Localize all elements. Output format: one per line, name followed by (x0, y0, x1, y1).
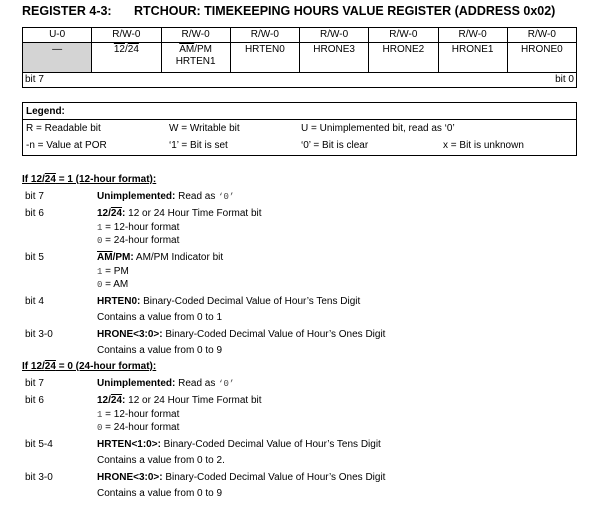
bit7-description: Unimplemented: Read as ‘0’ (97, 378, 235, 389)
legend-set: ‘1’ = Bit is set (169, 140, 228, 151)
access-cell: R/W-0 (300, 28, 369, 43)
bit-label: bit 6 (25, 208, 44, 219)
legend-writable: W = Writable bit (169, 123, 240, 134)
bit5-name-cell: $\overline{AM}/PM$ HRTEN1 (161, 43, 230, 73)
bit3-0-range: Contains a value from 0 to 9 (97, 345, 223, 356)
bit5-4-range: Contains a value from 0 to 2. (97, 455, 225, 466)
legend-heading: Legend: (26, 106, 65, 117)
bit2-name-cell: HRONE2 (369, 43, 438, 73)
bit3-0-description: HRONE<3:0>: Binary-Coded Decimal Value of Hour’s Ones Digit (97, 329, 386, 340)
bit0-label: bit 0 (555, 74, 574, 85)
bit4-range: Contains a value from 0 to 1 (97, 312, 223, 323)
bit1-name-cell: HRONE1 (438, 43, 507, 73)
legend-unimplemented: U = Unimplemented bit, read as ‘0’ (301, 123, 455, 134)
bit-label: bit 3-0 (25, 472, 53, 483)
bit6-description: 12/24: 12 or 24 Hour Time Format bit (97, 208, 262, 219)
bit-label: bit 4 (25, 296, 44, 307)
bit6-name-cell: 12/24 (92, 43, 161, 73)
bit-label: bit 7 (25, 378, 44, 389)
bit7-name-cell: — (23, 43, 92, 73)
access-cell: U-0 (23, 28, 92, 43)
bit-label: bit 3-0 (25, 329, 53, 340)
bit6-option-1: 1 = 12-hour format (97, 409, 180, 420)
legend-readable: R = Readable bit (26, 123, 101, 134)
bit-label: bit 6 (25, 395, 44, 406)
access-cell: R/W-0 (161, 28, 230, 43)
access-cell: R/W-0 (92, 28, 161, 43)
register-number: REGISTER 4-3: (22, 4, 112, 18)
register-bit-table (22, 27, 577, 88)
bit5-description: $\overline{AM}/PM$: AM/PM Indicator bit (97, 252, 224, 263)
bit-index-row (23, 73, 577, 88)
section-12-hour-heading: If 12/24 = 1 (12-hour format): (22, 174, 157, 185)
bit-label: bit 7 (25, 191, 44, 202)
access-cell: R/W-0 (507, 28, 576, 43)
legend-unknown: x = Bit is unknown (443, 140, 524, 151)
legend-divider (23, 119, 576, 120)
bit7-label: bit 7 (25, 74, 44, 85)
section-24-hour-heading: If 12/24 = 0 (24-hour format): (22, 361, 157, 372)
legend-por: -n = Value at POR (26, 140, 107, 151)
register-name: RTCHOUR: TIMEKEEPING HOURS VALUE REGISTER (ADDRESS 0x02) (134, 4, 556, 18)
bit5-option-0: 0 = AM (97, 279, 129, 290)
bit6-option-1: 1 = 12-hour format (97, 222, 180, 233)
bit6-description: 12/24: 12 or 24 Hour Time Format bit (97, 395, 262, 406)
bit3-0-range: Contains a value from 0 to 9 (97, 488, 223, 499)
bit4-description: HRTEN0: Binary-Coded Decimal Value of Hour’s Tens Digit (97, 296, 361, 307)
access-cell: R/W-0 (438, 28, 507, 43)
legend-box (22, 102, 577, 156)
bit6-option-0: 0 = 24-hour format (97, 422, 180, 433)
bit6-option-0: 0 = 24-hour format (97, 235, 180, 246)
access-cell: R/W-0 (230, 28, 299, 43)
bit5-4-description: HRTEN<1:0>: Binary-Coded Decimal Value of Hour’s Tens Digit (97, 439, 381, 450)
bit3-0-description: HRONE<3:0>: Binary-Coded Decimal Value of Hour’s Ones Digit (97, 472, 386, 483)
legend-clear: ‘0’ = Bit is clear (301, 140, 369, 151)
bit4-name-cell: HRTEN0 (230, 43, 299, 73)
bit-index-cell (23, 73, 577, 88)
access-cell: R/W-0 (369, 28, 438, 43)
bit-label: bit 5 (25, 252, 44, 263)
bit7-description: Unimplemented: Read as ‘0’ (97, 191, 235, 202)
bit0-name-cell: HRONE0 (507, 43, 576, 73)
bit5-option-1: 1 = PM (97, 266, 129, 277)
access-row (23, 28, 577, 43)
bit-label: bit 5-4 (25, 439, 53, 450)
bit3-name-cell: HRONE3 (300, 43, 369, 73)
bit-name-row (23, 43, 577, 73)
register-title (22, 4, 555, 18)
